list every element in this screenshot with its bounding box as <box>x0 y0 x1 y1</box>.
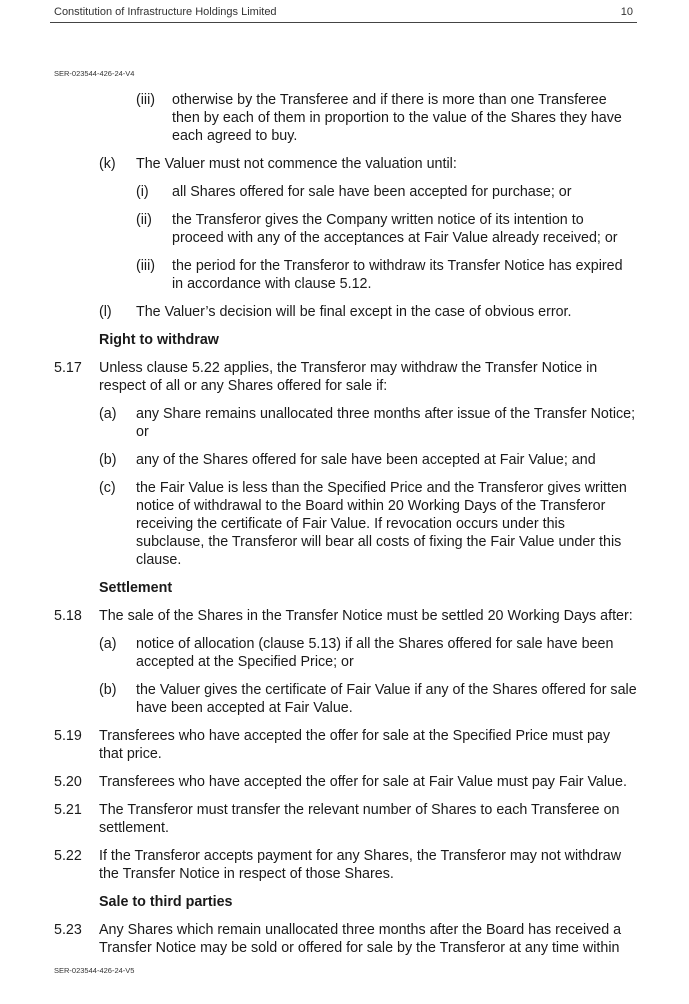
clause-number: (b) <box>99 452 117 468</box>
clause-text: The Valuer’s decision will be final except in the case of obvious error. <box>136 304 572 320</box>
clause-text: otherwise by the Transferee and if there is more than one Transferee then by each of them in proportion to the value of the Shares they have each agreed to buy. <box>172 92 622 144</box>
clause-l <box>0 303 689 321</box>
clause-text: notice of allocation (clause 5.13) if all the Shares offered for sale have been accepted at the Specified Price; or <box>136 636 614 670</box>
clause-number: 5.19 <box>54 728 82 744</box>
clause-k <box>0 155 689 173</box>
page-number: 10 <box>620 6 633 18</box>
clause-5-20 <box>0 773 689 791</box>
clause-text: If the Transferor accepts payment for any Shares, the Transferor may not withdraw the Transfer Notice in respect of those Shares. <box>99 848 622 882</box>
clause-number: (a) <box>99 636 117 652</box>
clause-number: 5.21 <box>54 802 82 818</box>
clause-text: Unless clause 5.22 applies, the Transferor may withdraw the Transfer Notice in respect of all or any Shares offered for sale if: <box>99 360 598 394</box>
clause-number: (iii) <box>136 92 156 108</box>
clause-5-18-a <box>0 635 689 671</box>
clause-number: (a) <box>99 406 117 422</box>
clause-number: (k) <box>99 156 116 172</box>
clause-k-iii-continued <box>0 91 689 145</box>
clause-text: the Fair Value is less than the Specified Price and the Transferor gives written notice of withdrawal to the Board within 20 Working Days of the Transferor receiving the certificate of Fair Value. If revocation occurs under this subclause, the Transferor will bear all costs of fixing the Fair Value under this clause. <box>136 480 627 568</box>
clause-text: the period for the Transferor to withdraw its Transfer Notice has expired in accordance with clause 5.12. <box>172 258 623 292</box>
clause-text: any of the Shares offered for sale have been accepted at Fair Value; and <box>136 452 596 468</box>
clause-5-21 <box>0 801 689 837</box>
clause-number: (iii) <box>136 258 156 274</box>
section-heading-sale-to-third-parties: Sale to third parties <box>99 894 233 910</box>
clause-5-17-a <box>0 405 689 441</box>
clause-number: (i) <box>136 184 149 200</box>
document-title: Constitution of Infrastructure Holdings Limited <box>54 6 277 18</box>
clause-number: 5.22 <box>54 848 82 864</box>
clause-text: The Transferor must transfer the relevant number of Shares to each Transferee on settlement. <box>99 802 620 836</box>
clause-number: (l) <box>99 304 112 320</box>
clause-number: 5.18 <box>54 608 82 624</box>
document-body <box>0 91 689 967</box>
clause-number: 5.20 <box>54 774 82 790</box>
clause-number: 5.17 <box>54 360 82 376</box>
page-header <box>50 2 637 23</box>
clause-5-17-b <box>0 451 689 469</box>
clause-5-23 <box>0 921 689 957</box>
clause-5-22 <box>0 847 689 883</box>
clause-number: 5.23 <box>54 922 82 938</box>
clause-number: (ii) <box>136 212 152 228</box>
clause-k-ii <box>0 211 689 247</box>
section-heading-right-to-withdraw: Right to withdraw <box>99 332 219 348</box>
clause-number: (c) <box>99 480 116 496</box>
clause-text: Transferees who have accepted the offer for sale at Fair Value must pay Fair Value. <box>99 774 627 790</box>
clause-number: (b) <box>99 682 117 698</box>
clause-text: the Transferor gives the Company written notice of its intention to proceed with any of the acceptances at Fair Value already received; or <box>172 212 618 246</box>
clause-k-iii <box>0 257 689 293</box>
clause-k-i <box>0 183 689 201</box>
clause-text: the Valuer gives the certificate of Fair Value if any of the Shares offered for sale have been accepted at Fair Value. <box>136 682 637 716</box>
clause-text: Any Shares which remain unallocated three months after the Board has received a Transfer Notice may be sold or offered for sale by the Transferor at any time within <box>99 922 622 956</box>
clause-5-17-c <box>0 479 689 569</box>
clause-5-19 <box>0 727 689 763</box>
clause-text: all Shares offered for sale have been accepted for purchase; or <box>172 184 572 200</box>
clause-5-18 <box>0 607 689 625</box>
clause-text: The Valuer must not commence the valuation until: <box>136 156 457 172</box>
document-reference-top: SER-023544-426-24-V4 <box>54 69 135 78</box>
clause-5-17 <box>0 359 689 395</box>
clause-text: Transferees who have accepted the offer for sale at the Specified Price must pay that price. <box>99 728 610 762</box>
section-heading-settlement: Settlement <box>99 580 173 596</box>
clause-5-18-b <box>0 681 689 717</box>
document-reference-bottom: SER-023544-426-24-V5 <box>54 966 135 975</box>
clause-text: any Share remains unallocated three months after issue of the Transfer Notice; or <box>136 406 636 440</box>
clause-text: The sale of the Shares in the Transfer Notice must be settled 20 Working Days after: <box>99 608 633 624</box>
